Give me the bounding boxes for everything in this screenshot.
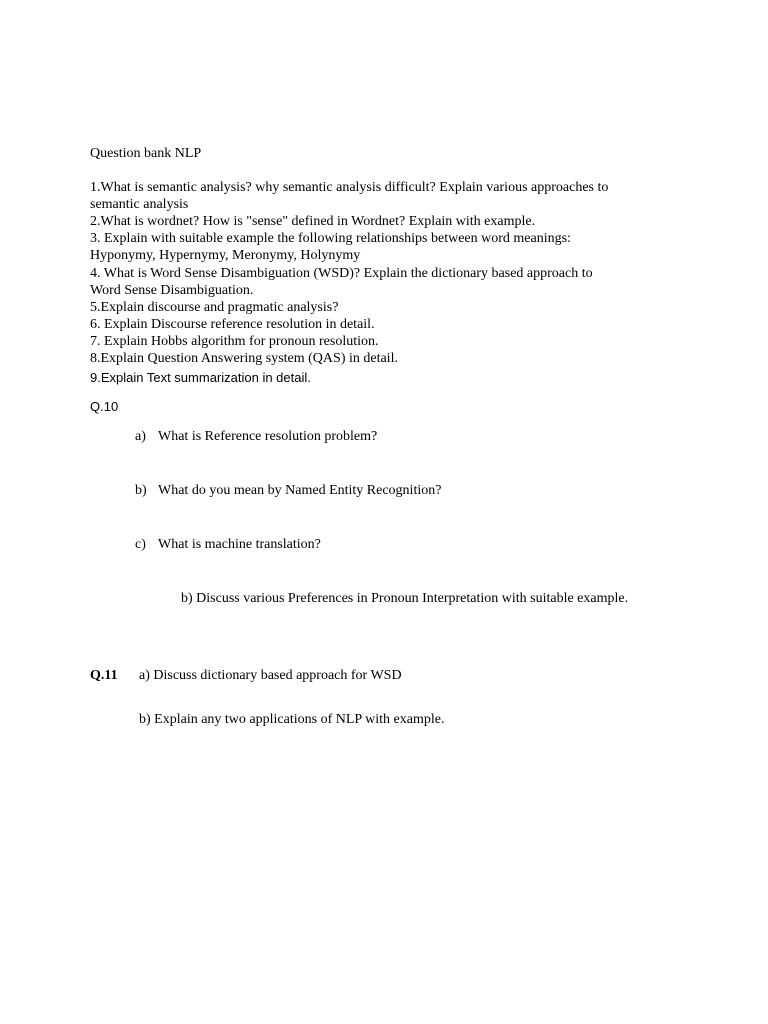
question-5: 5.Explain discourse and pragmatic analysis? [90, 300, 339, 315]
question-4-line-2: Word Sense Disambiguation. [90, 283, 254, 298]
question-11-label: Q.11 [90, 668, 118, 683]
question-3-line-2: Hyponymy, Hypernymy, Meronymy, Holynymy [90, 248, 361, 263]
q11-part-a: a) Discuss dictionary based approach for WSD [139, 668, 402, 683]
question-8: 8.Explain Question Answering system (QAS) in detail. [90, 351, 398, 366]
question-10-label: Q.10 [90, 399, 119, 414]
q10-item-c-marker: c) [135, 537, 146, 552]
question-6: 6. Explain Discourse reference resolution in detail. [90, 317, 375, 332]
q10-item-c-text: What is machine translation? [158, 537, 321, 552]
q10-item-b-marker: b) [135, 483, 147, 498]
question-1-line-1: 1.What is semantic analysis? why semantic analysis difficult? Explain various approaches to [90, 180, 609, 195]
question-4-line-1: 4. What is Word Sense Disambiguation (WSD)? Explain the dictionary based approach to [90, 266, 593, 281]
q10-item-b-text: What do you mean by Named Entity Recognition? [158, 483, 442, 498]
q11-part-b: b) Explain any two applications of NLP with example. [139, 712, 445, 727]
question-9: 9.Explain Text summarization in detail. [90, 370, 311, 385]
question-1-line-2: semantic analysis [90, 197, 189, 212]
page-title: Question bank NLP [90, 146, 202, 161]
q10-item-a-text: What is Reference resolution problem? [158, 429, 378, 444]
question-7: 7. Explain Hobbs algorithm for pronoun resolution. [90, 334, 379, 349]
q10-extra-part-b: b) Discuss various Preferences in Pronoun Interpretation with suitable example. [181, 591, 629, 606]
question-2: 2.What is wordnet? How is "sense" defined in Wordnet? Explain with example. [90, 214, 536, 229]
question-3-line-1: 3. Explain with suitable example the following relationships between word meanings: [90, 231, 571, 246]
q10-item-a-marker: a) [135, 429, 146, 444]
